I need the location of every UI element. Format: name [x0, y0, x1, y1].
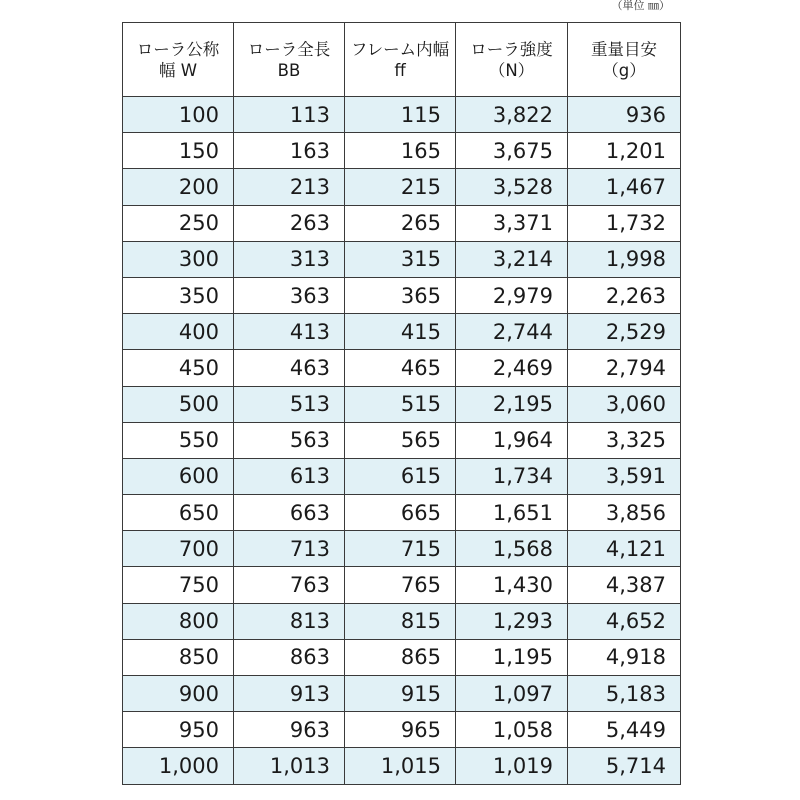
roller-strength-cell: 3,371 — [456, 205, 568, 241]
nominal-width-cell: 600 — [123, 458, 234, 494]
weight-cell: 2,794 — [568, 350, 681, 386]
frame-inner-width-cell: 115 — [345, 97, 456, 133]
roller-strength-cell: 1,058 — [456, 712, 568, 748]
roller-strength-cell: 2,195 — [456, 386, 568, 422]
weight-cell: 5,449 — [568, 712, 681, 748]
roller-length-cell: 163 — [234, 133, 345, 169]
roller-strength-cell: 2,744 — [456, 314, 568, 350]
roller-length-cell: 613 — [234, 458, 345, 494]
roller-strength-cell: 1,430 — [456, 567, 568, 603]
nominal-width-cell: 950 — [123, 712, 234, 748]
table-row — [123, 676, 681, 712]
roller-strength-cell: 1,734 — [456, 458, 568, 494]
weight-cell: 2,263 — [568, 277, 681, 313]
nominal-width-cell: 850 — [123, 639, 234, 675]
frame-inner-width-cell: 215 — [345, 169, 456, 205]
roller-length-cell: 213 — [234, 169, 345, 205]
nominal-width-cell: 150 — [123, 133, 234, 169]
weight-cell: 1,732 — [568, 205, 681, 241]
frame-inner-width-cell: 665 — [345, 495, 456, 531]
header-sublabel: （g） — [602, 60, 646, 80]
header-frame-inner-width — [345, 23, 456, 97]
roller-length-cell: 413 — [234, 314, 345, 350]
table-row — [123, 350, 681, 386]
frame-inner-width-cell: 465 — [345, 350, 456, 386]
roller-length-cell: 863 — [234, 639, 345, 675]
weight-cell: 2,529 — [568, 314, 681, 350]
weight-cell: 4,652 — [568, 603, 681, 639]
table-row — [123, 639, 681, 675]
roller-length-cell: 963 — [234, 712, 345, 748]
weight-cell: 5,714 — [568, 748, 681, 784]
header-label: ローラ全長 — [247, 39, 331, 59]
frame-inner-width-cell: 315 — [345, 241, 456, 277]
roller-strength-cell: 3,675 — [456, 133, 568, 169]
frame-inner-width-cell: 815 — [345, 603, 456, 639]
roller-length-cell: 113 — [234, 97, 345, 133]
table-row — [123, 603, 681, 639]
frame-inner-width-cell: 715 — [345, 531, 456, 567]
roller-strength-cell: 1,568 — [456, 531, 568, 567]
nominal-width-cell: 550 — [123, 422, 234, 458]
weight-cell: 3,060 — [568, 386, 681, 422]
frame-inner-width-cell: 1,015 — [345, 748, 456, 784]
header-roller-length — [234, 23, 345, 97]
roller-strength-cell: 3,214 — [456, 241, 568, 277]
roller-spec-table — [122, 22, 681, 785]
roller-length-cell: 813 — [234, 603, 345, 639]
table-row — [123, 97, 681, 133]
nominal-width-cell: 350 — [123, 277, 234, 313]
frame-inner-width-cell: 165 — [345, 133, 456, 169]
table-row — [123, 712, 681, 748]
table-row — [123, 241, 681, 277]
unit-note: （単位 ㎜） — [611, 0, 670, 12]
nominal-width-cell: 650 — [123, 495, 234, 531]
table-row — [123, 314, 681, 350]
table-body — [123, 97, 681, 785]
nominal-width-cell: 200 — [123, 169, 234, 205]
nominal-width-cell: 500 — [123, 386, 234, 422]
frame-inner-width-cell: 265 — [345, 205, 456, 241]
roller-strength-cell: 3,528 — [456, 169, 568, 205]
header-weight — [568, 23, 681, 97]
frame-inner-width-cell: 415 — [345, 314, 456, 350]
table-row — [123, 277, 681, 313]
table-row — [123, 495, 681, 531]
nominal-width-cell: 400 — [123, 314, 234, 350]
frame-inner-width-cell: 615 — [345, 458, 456, 494]
weight-cell: 3,856 — [568, 495, 681, 531]
roller-strength-cell: 2,979 — [456, 277, 568, 313]
weight-cell: 1,467 — [568, 169, 681, 205]
table-row — [123, 531, 681, 567]
weight-cell: 3,591 — [568, 458, 681, 494]
table-row — [123, 386, 681, 422]
frame-inner-width-cell: 765 — [345, 567, 456, 603]
roller-strength-cell: 1,293 — [456, 603, 568, 639]
weight-cell: 4,387 — [568, 567, 681, 603]
table-row — [123, 169, 681, 205]
nominal-width-cell: 750 — [123, 567, 234, 603]
table-row — [123, 567, 681, 603]
weight-cell: 3,325 — [568, 422, 681, 458]
table-row — [123, 205, 681, 241]
weight-cell: 4,121 — [568, 531, 681, 567]
header-label: ローラ強度 — [470, 39, 553, 59]
header-label: フレーム内幅 — [350, 39, 450, 59]
roller-strength-cell: 1,651 — [456, 495, 568, 531]
roller-length-cell: 263 — [234, 205, 345, 241]
table-row — [123, 422, 681, 458]
frame-inner-width-cell: 915 — [345, 676, 456, 712]
roller-strength-cell: 1,019 — [456, 748, 568, 784]
nominal-width-cell: 900 — [123, 676, 234, 712]
table-header-row — [123, 23, 681, 97]
roller-length-cell: 663 — [234, 495, 345, 531]
header-sublabel: ff — [394, 60, 406, 80]
nominal-width-cell: 100 — [123, 97, 234, 133]
header-sublabel: （N） — [488, 60, 535, 80]
header-label: ローラ公称 — [136, 39, 220, 59]
roller-length-cell: 1,013 — [234, 748, 345, 784]
frame-inner-width-cell: 865 — [345, 639, 456, 675]
header-sublabel: BB — [277, 60, 301, 80]
weight-cell: 936 — [568, 97, 681, 133]
frame-inner-width-cell: 565 — [345, 422, 456, 458]
roller-length-cell: 513 — [234, 386, 345, 422]
frame-inner-width-cell: 515 — [345, 386, 456, 422]
frame-inner-width-cell: 365 — [345, 277, 456, 313]
roller-length-cell: 763 — [234, 567, 345, 603]
roller-length-cell: 563 — [234, 422, 345, 458]
frame-inner-width-cell: 965 — [345, 712, 456, 748]
weight-cell: 5,183 — [568, 676, 681, 712]
header-nominal-width — [123, 23, 234, 97]
weight-cell: 1,998 — [568, 241, 681, 277]
header-sublabel: 幅 W — [158, 60, 198, 80]
roller-length-cell: 713 — [234, 531, 345, 567]
roller-strength-cell: 1,097 — [456, 676, 568, 712]
roller-strength-cell: 1,195 — [456, 639, 568, 675]
roller-strength-cell: 2,469 — [456, 350, 568, 386]
nominal-width-cell: 800 — [123, 603, 234, 639]
weight-cell: 1,201 — [568, 133, 681, 169]
nominal-width-cell: 450 — [123, 350, 234, 386]
weight-cell: 4,918 — [568, 639, 681, 675]
roller-strength-cell: 3,822 — [456, 97, 568, 133]
nominal-width-cell: 300 — [123, 241, 234, 277]
nominal-width-cell: 1,000 — [123, 748, 234, 784]
header-label: 重量目安 — [591, 39, 657, 59]
table-row — [123, 748, 681, 784]
roller-length-cell: 913 — [234, 676, 345, 712]
header-roller-strength — [456, 23, 568, 97]
roller-strength-cell: 1,964 — [456, 422, 568, 458]
roller-length-cell: 363 — [234, 277, 345, 313]
nominal-width-cell: 700 — [123, 531, 234, 567]
table-row — [123, 458, 681, 494]
table-row — [123, 133, 681, 169]
roller-length-cell: 313 — [234, 241, 345, 277]
nominal-width-cell: 250 — [123, 205, 234, 241]
roller-length-cell: 463 — [234, 350, 345, 386]
